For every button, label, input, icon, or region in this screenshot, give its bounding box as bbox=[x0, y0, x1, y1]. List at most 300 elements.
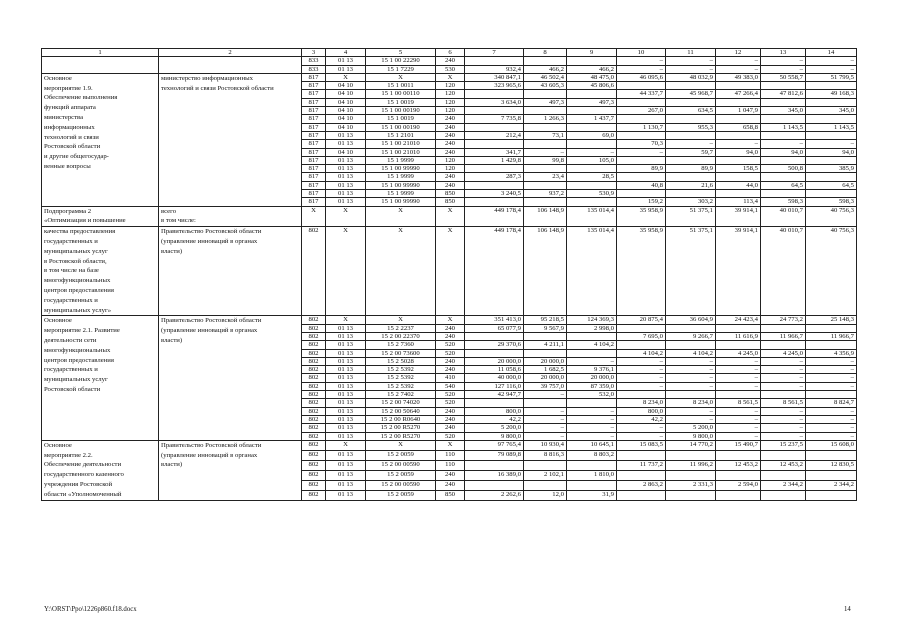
data-cell: 850 bbox=[436, 198, 465, 206]
data-cell bbox=[761, 391, 806, 399]
data-cell bbox=[666, 115, 716, 123]
data-cell bbox=[666, 156, 716, 164]
data-cell: 40 756,3 bbox=[806, 227, 857, 316]
data-cell: 01 13 bbox=[326, 156, 366, 164]
data-cell: 01 13 bbox=[326, 460, 366, 470]
data-cell: 01 13 bbox=[326, 131, 366, 139]
data-cell: 3 240,5 bbox=[465, 190, 524, 198]
data-cell: 69,0 bbox=[567, 131, 617, 139]
data-cell bbox=[761, 450, 806, 460]
header-cell: 8 bbox=[524, 49, 567, 57]
data-cell: – bbox=[806, 57, 857, 65]
measure-name-cell bbox=[42, 206, 159, 227]
data-cell: 65 077,9 bbox=[465, 324, 524, 332]
budget-table-sheet bbox=[41, 48, 856, 501]
data-cell: 497,3 bbox=[524, 98, 567, 106]
data-cell: 24 773,2 bbox=[761, 316, 806, 324]
data-cell bbox=[567, 480, 617, 490]
data-cell: 04 10 bbox=[326, 107, 366, 115]
data-cell: 23,4 bbox=[524, 173, 567, 181]
data-cell: 240 bbox=[436, 470, 465, 480]
data-cell: 4 356,9 bbox=[806, 349, 857, 357]
data-cell bbox=[617, 82, 666, 90]
data-cell bbox=[806, 450, 857, 460]
data-cell: 5 200,0 bbox=[465, 424, 524, 432]
data-cell bbox=[465, 349, 524, 357]
data-cell: – bbox=[716, 415, 761, 423]
header-cell: 7 bbox=[465, 49, 524, 57]
data-cell: 802 bbox=[302, 382, 326, 390]
data-cell bbox=[567, 198, 617, 206]
data-cell: 110 bbox=[436, 460, 465, 470]
data-cell: 70,3 bbox=[617, 140, 666, 148]
data-cell bbox=[617, 324, 666, 332]
data-cell: 802 bbox=[302, 480, 326, 490]
data-cell: 802 bbox=[302, 490, 326, 500]
data-cell: 15 1 00 00190 bbox=[366, 123, 436, 131]
data-cell: 159,2 bbox=[617, 198, 666, 206]
table-row bbox=[42, 316, 857, 324]
data-cell: 2 102,1 bbox=[524, 470, 567, 480]
data-cell: 42,2 bbox=[465, 415, 524, 423]
measure-name-line: Обеспечение деятельности bbox=[44, 461, 122, 469]
data-cell: 73,1 bbox=[524, 131, 567, 139]
data-cell bbox=[716, 173, 761, 181]
data-cell bbox=[567, 460, 617, 470]
data-cell bbox=[806, 391, 857, 399]
data-cell: 817 bbox=[302, 173, 326, 181]
data-cell: 802 bbox=[302, 357, 326, 365]
data-cell bbox=[666, 190, 716, 198]
measure-name-line: в том числе на базе bbox=[44, 267, 99, 275]
data-cell bbox=[465, 181, 524, 189]
measure-name-line: многофункциональных bbox=[44, 277, 111, 285]
measure-name-line: деятельности сети bbox=[44, 337, 97, 344]
data-cell: 89,9 bbox=[617, 165, 666, 173]
footer-file-path: Y:\ORST\Ppo\1226p860.f18.docx bbox=[44, 606, 137, 613]
data-cell: 530 bbox=[436, 65, 465, 73]
measure-name-line: Ростовской области bbox=[44, 385, 101, 393]
executor-cell bbox=[159, 206, 302, 227]
data-cell: – bbox=[617, 366, 666, 374]
data-cell: 01 13 bbox=[326, 391, 366, 399]
data-cell: – bbox=[806, 407, 857, 415]
data-cell: 04 10 bbox=[326, 98, 366, 106]
data-cell: 658,8 bbox=[716, 123, 761, 131]
data-cell: 15 2 5392 bbox=[366, 374, 436, 382]
executor-line: в том числе: bbox=[161, 217, 196, 225]
data-cell: 64,5 bbox=[806, 181, 857, 189]
data-cell: 2 863,2 bbox=[617, 480, 666, 490]
executor-line: технологий и связи Ростовской области bbox=[161, 84, 274, 92]
data-cell: 2 331,3 bbox=[666, 480, 716, 490]
data-cell: 240 bbox=[436, 57, 465, 65]
data-cell: 39 914,1 bbox=[716, 206, 761, 227]
data-cell: 800,0 bbox=[465, 407, 524, 415]
data-cell bbox=[761, 190, 806, 198]
data-cell: 345,0 bbox=[761, 107, 806, 115]
data-cell: 466,2 bbox=[524, 65, 567, 73]
data-cell: 28,5 bbox=[567, 173, 617, 181]
data-cell: 4 245,0 bbox=[761, 349, 806, 357]
data-cell: 01 13 bbox=[326, 165, 366, 173]
data-cell: 01 13 bbox=[326, 432, 366, 440]
measure-name-line: государственных и bbox=[44, 296, 98, 304]
data-cell: – bbox=[761, 432, 806, 440]
data-cell: 106 148,9 bbox=[524, 206, 567, 227]
data-cell: 303,2 bbox=[666, 198, 716, 206]
data-cell: X bbox=[326, 227, 366, 316]
data-cell: 01 13 bbox=[326, 374, 366, 382]
data-cell: 50 558,7 bbox=[761, 73, 806, 81]
data-cell bbox=[666, 173, 716, 181]
data-cell: 240 bbox=[436, 415, 465, 423]
data-cell: 497,3 bbox=[567, 98, 617, 106]
header-cell: 11 bbox=[666, 49, 716, 57]
data-cell: 449 178,4 bbox=[465, 206, 524, 227]
data-cell: 240 bbox=[436, 357, 465, 365]
data-cell: – bbox=[761, 57, 806, 65]
data-cell bbox=[806, 131, 857, 139]
data-cell bbox=[716, 341, 761, 349]
header-cell: 2 bbox=[159, 49, 302, 57]
data-cell: 44 337,7 bbox=[617, 90, 666, 98]
data-cell bbox=[761, 115, 806, 123]
data-cell: 8 234,0 bbox=[666, 399, 716, 407]
data-cell: 01 13 bbox=[326, 333, 366, 341]
data-cell: 240 bbox=[436, 181, 465, 189]
data-cell bbox=[617, 450, 666, 460]
data-cell: 35 958,9 bbox=[617, 206, 666, 227]
data-cell: – bbox=[666, 357, 716, 365]
data-cell: – bbox=[666, 140, 716, 148]
data-cell: 01 13 bbox=[326, 357, 366, 365]
measure-name-line: Обеспечение выполнения bbox=[44, 94, 118, 102]
data-cell: – bbox=[716, 65, 761, 73]
data-cell: 240 bbox=[436, 333, 465, 341]
executor-line: всего bbox=[161, 207, 177, 215]
data-cell: 2 344,2 bbox=[806, 480, 857, 490]
data-cell bbox=[761, 156, 806, 164]
data-cell: 817 bbox=[302, 181, 326, 189]
data-cell: 817 bbox=[302, 156, 326, 164]
data-cell bbox=[666, 391, 716, 399]
data-cell bbox=[806, 324, 857, 332]
data-cell: 240 bbox=[436, 148, 465, 156]
table-row bbox=[42, 73, 857, 81]
data-cell: 9 567,9 bbox=[524, 324, 567, 332]
data-cell: – bbox=[524, 424, 567, 432]
data-cell: 240 bbox=[436, 324, 465, 332]
data-cell: – bbox=[666, 65, 716, 73]
data-cell: 802 bbox=[302, 227, 326, 316]
data-cell: 15 2 00 73600 bbox=[366, 349, 436, 357]
data-cell: 12 453,2 bbox=[716, 460, 761, 470]
data-cell: 01 13 bbox=[326, 424, 366, 432]
data-cell: 01 13 bbox=[326, 65, 366, 73]
data-cell: 520 bbox=[436, 432, 465, 440]
data-cell: 35 958,9 bbox=[617, 227, 666, 316]
data-cell bbox=[567, 90, 617, 98]
data-cell: 5 200,0 bbox=[666, 424, 716, 432]
data-cell: 12 830,5 bbox=[806, 460, 857, 470]
executor-line: власти) bbox=[161, 337, 183, 344]
data-cell: 212,4 bbox=[465, 131, 524, 139]
data-cell bbox=[617, 131, 666, 139]
measure-name-line: учреждения Ростовской bbox=[44, 481, 113, 489]
data-cell: 20 875,4 bbox=[617, 316, 666, 324]
data-cell: 520 bbox=[436, 341, 465, 349]
data-cell: – bbox=[806, 140, 857, 148]
executor-line: Правительство Ростовской области bbox=[161, 228, 262, 236]
data-cell: 04 10 bbox=[326, 82, 366, 90]
data-cell: 520 bbox=[436, 349, 465, 357]
data-cell: 817 bbox=[302, 165, 326, 173]
data-cell: 817 bbox=[302, 198, 326, 206]
data-cell: 21,6 bbox=[666, 181, 716, 189]
data-cell: 15 1 00 22290 bbox=[366, 57, 436, 65]
data-cell: 341,7 bbox=[465, 148, 524, 156]
data-cell: 15 2 00 22370 bbox=[366, 333, 436, 341]
data-cell: 2 998,0 bbox=[567, 324, 617, 332]
data-cell: 46 095,6 bbox=[617, 73, 666, 81]
data-cell: 01 13 bbox=[326, 341, 366, 349]
data-cell: 530,9 bbox=[567, 190, 617, 198]
data-cell: 15 2 2237 bbox=[366, 324, 436, 332]
header-cell: 10 bbox=[617, 49, 666, 57]
data-cell: 15 2 5392 bbox=[366, 366, 436, 374]
data-cell: 01 13 bbox=[326, 382, 366, 390]
header-cell: 6 bbox=[436, 49, 465, 57]
executor-line: власти) bbox=[161, 461, 183, 469]
data-cell: 158,5 bbox=[716, 165, 761, 173]
data-cell: X bbox=[366, 227, 436, 316]
data-cell bbox=[567, 333, 617, 341]
data-cell bbox=[524, 460, 567, 470]
data-cell: 1 266,3 bbox=[524, 115, 567, 123]
data-cell: – bbox=[806, 424, 857, 432]
measure-name-cell bbox=[42, 227, 159, 316]
data-cell: 01 13 bbox=[326, 198, 366, 206]
data-cell: 833 bbox=[302, 65, 326, 73]
data-cell: 15 1 7229 bbox=[366, 65, 436, 73]
data-cell: 106 148,9 bbox=[524, 227, 567, 316]
data-cell: – bbox=[716, 374, 761, 382]
data-cell: – bbox=[524, 432, 567, 440]
data-cell: X bbox=[366, 73, 436, 81]
measure-name-cell bbox=[42, 440, 159, 500]
data-cell bbox=[524, 349, 567, 357]
data-cell: X bbox=[326, 440, 366, 450]
data-cell: 20 000,0 bbox=[524, 357, 567, 365]
header-cell: 1 bbox=[42, 49, 159, 57]
data-cell bbox=[666, 98, 716, 106]
data-cell: 817 bbox=[302, 90, 326, 98]
data-cell: 01 13 bbox=[326, 366, 366, 374]
data-cell: 500,8 bbox=[761, 165, 806, 173]
data-cell: 46 502,4 bbox=[524, 73, 567, 81]
executor-cell bbox=[159, 57, 302, 74]
table-row bbox=[42, 57, 857, 65]
data-cell: 135 014,4 bbox=[567, 206, 617, 227]
data-cell: 802 bbox=[302, 349, 326, 357]
data-cell: 39 757,0 bbox=[524, 382, 567, 390]
data-cell: – bbox=[567, 424, 617, 432]
data-cell bbox=[806, 82, 857, 90]
data-cell bbox=[465, 107, 524, 115]
data-cell: – bbox=[666, 366, 716, 374]
data-cell: 9 376,1 bbox=[567, 366, 617, 374]
data-cell: 15 1 00 21010 bbox=[366, 140, 436, 148]
executor-line: Правительство Ростовской области bbox=[161, 317, 262, 325]
data-cell: 01 13 bbox=[326, 399, 366, 407]
table-row bbox=[42, 206, 857, 227]
data-cell: 240 bbox=[436, 131, 465, 139]
data-cell: 87 359,0 bbox=[567, 382, 617, 390]
data-cell: 800,0 bbox=[617, 407, 666, 415]
data-cell bbox=[465, 198, 524, 206]
data-cell bbox=[567, 107, 617, 115]
data-cell bbox=[716, 82, 761, 90]
data-cell: 51 799,5 bbox=[806, 73, 857, 81]
data-cell: 240 bbox=[436, 407, 465, 415]
data-cell: 01 13 bbox=[326, 57, 366, 65]
data-cell: 113,4 bbox=[716, 198, 761, 206]
header-cell: 3 bbox=[302, 49, 326, 57]
data-cell: 15 2 0059 bbox=[366, 470, 436, 480]
data-cell bbox=[666, 450, 716, 460]
data-cell: 4 104,2 bbox=[666, 349, 716, 357]
data-cell: 532,0 bbox=[567, 391, 617, 399]
data-cell: 240 bbox=[436, 424, 465, 432]
data-cell bbox=[524, 181, 567, 189]
data-cell: 15 2 00 74020 bbox=[366, 399, 436, 407]
data-cell: 110 bbox=[436, 450, 465, 460]
data-cell bbox=[666, 490, 716, 500]
data-cell: – bbox=[806, 432, 857, 440]
data-cell: 287,3 bbox=[465, 173, 524, 181]
data-cell: 20 000,0 bbox=[465, 357, 524, 365]
measure-name-line: мероприятие 2.1. Развитие bbox=[44, 327, 120, 335]
data-cell: 817 bbox=[302, 82, 326, 90]
data-cell: 44,0 bbox=[716, 181, 761, 189]
data-cell: 15 2 00 00590 bbox=[366, 460, 436, 470]
data-cell bbox=[465, 90, 524, 98]
measure-name-line: муниципальных услуг» bbox=[44, 306, 112, 314]
data-cell bbox=[567, 165, 617, 173]
data-cell: 15 1 0019 bbox=[366, 115, 436, 123]
data-cell: 802 bbox=[302, 316, 326, 324]
measure-name-line: области «Уполномоченный bbox=[44, 490, 122, 498]
data-cell: – bbox=[806, 382, 857, 390]
measure-name-line: «Оптимизация и повышение bbox=[44, 217, 126, 225]
data-cell: 340 847,1 bbox=[465, 73, 524, 81]
data-cell bbox=[716, 115, 761, 123]
data-cell: 240 bbox=[436, 115, 465, 123]
data-cell bbox=[567, 123, 617, 131]
measure-name-line: информационных bbox=[44, 123, 95, 131]
data-cell: 351 413,0 bbox=[465, 316, 524, 324]
data-cell: 45 806,6 bbox=[567, 82, 617, 90]
data-cell bbox=[465, 399, 524, 407]
data-cell: 598,3 bbox=[761, 198, 806, 206]
data-cell: 802 bbox=[302, 450, 326, 460]
data-cell bbox=[465, 123, 524, 131]
data-cell bbox=[567, 140, 617, 148]
data-cell: 25 148,3 bbox=[806, 316, 857, 324]
data-cell bbox=[567, 349, 617, 357]
data-cell: – bbox=[524, 415, 567, 423]
data-cell: 04 10 bbox=[326, 148, 366, 156]
data-cell: 8 803,2 bbox=[567, 450, 617, 460]
data-cell bbox=[465, 480, 524, 490]
data-cell: 520 bbox=[436, 391, 465, 399]
data-cell bbox=[465, 57, 524, 65]
data-cell: 120 bbox=[436, 98, 465, 106]
data-cell: 802 bbox=[302, 341, 326, 349]
data-cell bbox=[761, 131, 806, 139]
data-cell: 802 bbox=[302, 374, 326, 382]
data-cell: 15 2 5028 bbox=[366, 357, 436, 365]
data-cell: 1 429,8 bbox=[465, 156, 524, 164]
measure-name-line: Ростовской области bbox=[44, 143, 101, 151]
data-cell: 7 695,0 bbox=[617, 333, 666, 341]
data-cell: 10 645,1 bbox=[567, 440, 617, 450]
data-cell bbox=[567, 181, 617, 189]
data-cell bbox=[567, 57, 617, 65]
data-cell: 4 211,1 bbox=[524, 341, 567, 349]
data-cell: 15 1 9999 bbox=[366, 173, 436, 181]
data-cell: 48 475,0 bbox=[567, 73, 617, 81]
data-cell: 802 bbox=[302, 440, 326, 450]
data-cell bbox=[761, 490, 806, 500]
data-cell: – bbox=[666, 374, 716, 382]
data-cell: 1 143,5 bbox=[806, 123, 857, 131]
data-cell: 15 1 00 99990 bbox=[366, 181, 436, 189]
data-cell bbox=[761, 82, 806, 90]
data-cell: – bbox=[716, 357, 761, 365]
data-cell: – bbox=[524, 407, 567, 415]
measure-name-line: многофункциональных bbox=[44, 346, 111, 354]
data-cell: 49 383,0 bbox=[716, 73, 761, 81]
data-cell: 11 966,7 bbox=[761, 333, 806, 341]
data-cell: 15 2 5392 bbox=[366, 382, 436, 390]
data-cell bbox=[761, 98, 806, 106]
data-cell: 1 810,0 bbox=[567, 470, 617, 480]
data-cell: 29 370,6 bbox=[465, 341, 524, 349]
data-cell: 94,0 bbox=[806, 148, 857, 156]
data-cell: – bbox=[716, 407, 761, 415]
data-cell: 817 bbox=[302, 115, 326, 123]
measure-name-line: венные вопросы bbox=[44, 163, 91, 171]
executor-cell bbox=[159, 227, 302, 316]
data-cell bbox=[524, 107, 567, 115]
data-cell: 15 2 00 00590 bbox=[366, 480, 436, 490]
data-cell: 833 bbox=[302, 57, 326, 65]
data-cell: 802 bbox=[302, 470, 326, 480]
data-cell: 9 800,0 bbox=[465, 432, 524, 440]
data-cell: 8 816,3 bbox=[524, 450, 567, 460]
data-cell: 850 bbox=[436, 490, 465, 500]
measure-name-line: центров предоставления bbox=[44, 287, 114, 295]
data-cell: X bbox=[436, 316, 465, 324]
data-cell bbox=[617, 190, 666, 198]
data-cell: 01 13 bbox=[326, 181, 366, 189]
data-cell: 11 616,9 bbox=[716, 333, 761, 341]
data-cell: 120 bbox=[436, 90, 465, 98]
data-cell: 24 423,4 bbox=[716, 316, 761, 324]
data-cell: 39 914,1 bbox=[716, 227, 761, 316]
